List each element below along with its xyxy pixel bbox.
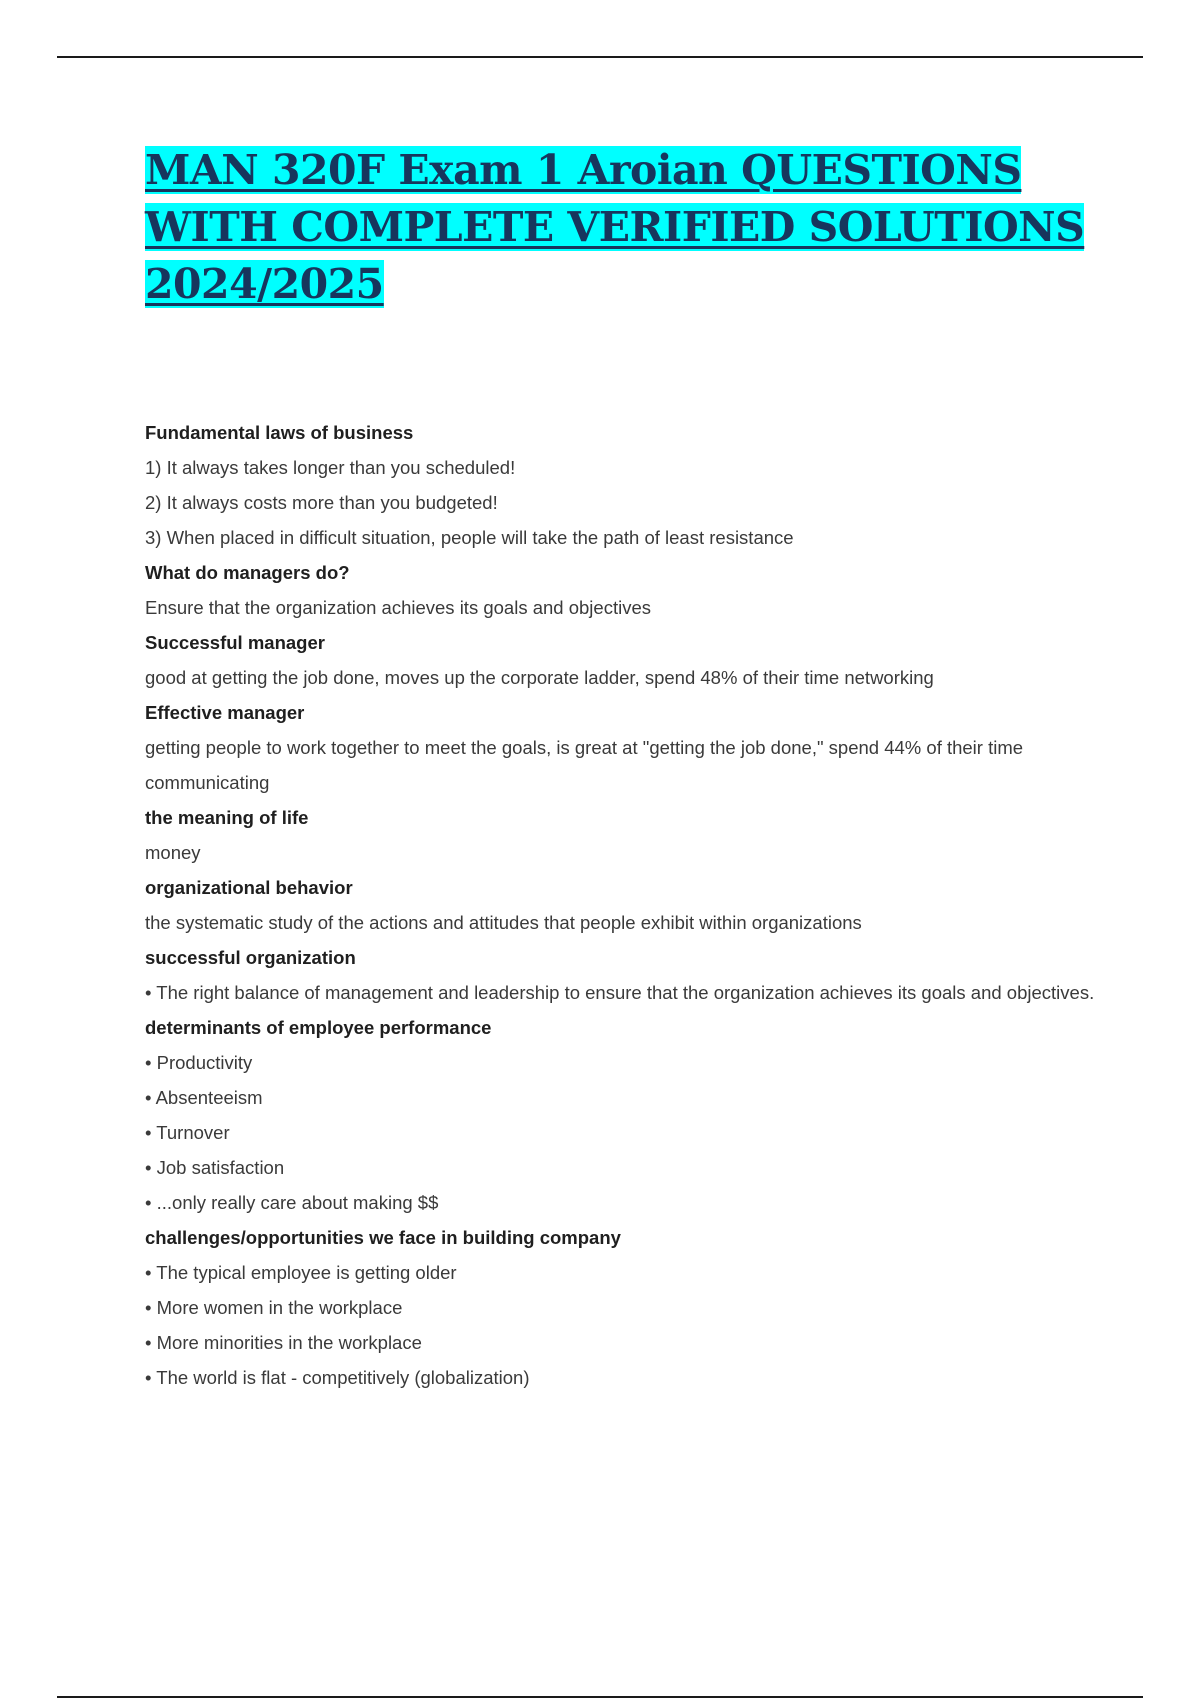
qa-item: [145, 870, 1095, 940]
qa-item: [145, 1220, 1095, 1395]
header-rule: [57, 56, 1143, 58]
document-title: [145, 142, 1105, 313]
qa-item: [145, 940, 1095, 1010]
question: Fundamental laws of business: [145, 422, 414, 443]
answer-line: getting people to work together to meet the goals, is great at "getting the job done," spend 44% of their time communicating: [145, 737, 1024, 793]
answer-line: • More women in the workplace: [145, 1297, 403, 1318]
question: successful organization: [145, 947, 356, 968]
qa-item: [145, 1010, 1095, 1220]
question: organizational behavior: [145, 877, 353, 898]
answer-line: • ...only really care about making $$: [145, 1192, 439, 1213]
question: What do managers do?: [145, 562, 350, 583]
answer-line: 2) It always costs more than you budgeted!: [145, 492, 498, 513]
question: Effective manager: [145, 702, 305, 723]
qa-item: [145, 800, 1095, 870]
question: the meaning of life: [145, 807, 309, 828]
question: Successful manager: [145, 632, 325, 653]
answer-line: good at getting the job done, moves up the corporate ladder, spend 48% of their time networking: [145, 667, 934, 688]
answer-line: • The typical employee is getting older: [145, 1262, 457, 1283]
answer-line: the systematic study of the actions and attitudes that people exhibit within organizations: [145, 912, 862, 933]
answer-line: money: [145, 842, 201, 863]
qa-list: [145, 415, 1095, 1395]
qa-item: [145, 695, 1095, 800]
answer-line: • Turnover: [145, 1122, 230, 1143]
answer-line: • Absenteeism: [145, 1087, 263, 1108]
question: challenges/opportunities we face in building company: [145, 1227, 621, 1248]
question: determinants of employee performance: [145, 1017, 492, 1038]
footer-rule: [57, 1696, 1143, 1698]
answer-line: • The right balance of management and leadership to ensure that the organization achieves its goals and objectives.: [145, 982, 1095, 1003]
qa-item: [145, 555, 1095, 625]
answer-line: • Job satisfaction: [145, 1157, 285, 1178]
document-title-text: MAN 320F Exam 1 Aroian QUESTIONS WITH COMPLETE VERIFIED SOLUTIONS 2024/2025: [145, 146, 1085, 308]
answer-line: 1) It always takes longer than you scheduled!: [145, 457, 516, 478]
qa-item: [145, 415, 1095, 555]
qa-item: [145, 625, 1095, 695]
answer-line: • Productivity: [145, 1052, 253, 1073]
answer-line: Ensure that the organization achieves its goals and objectives: [145, 597, 651, 618]
answer-line: 3) When placed in difficult situation, people will take the path of least resistance: [145, 527, 794, 548]
answer-line: • The world is flat - competitively (globalization): [145, 1367, 530, 1388]
answer-line: • More minorities in the workplace: [145, 1332, 422, 1353]
